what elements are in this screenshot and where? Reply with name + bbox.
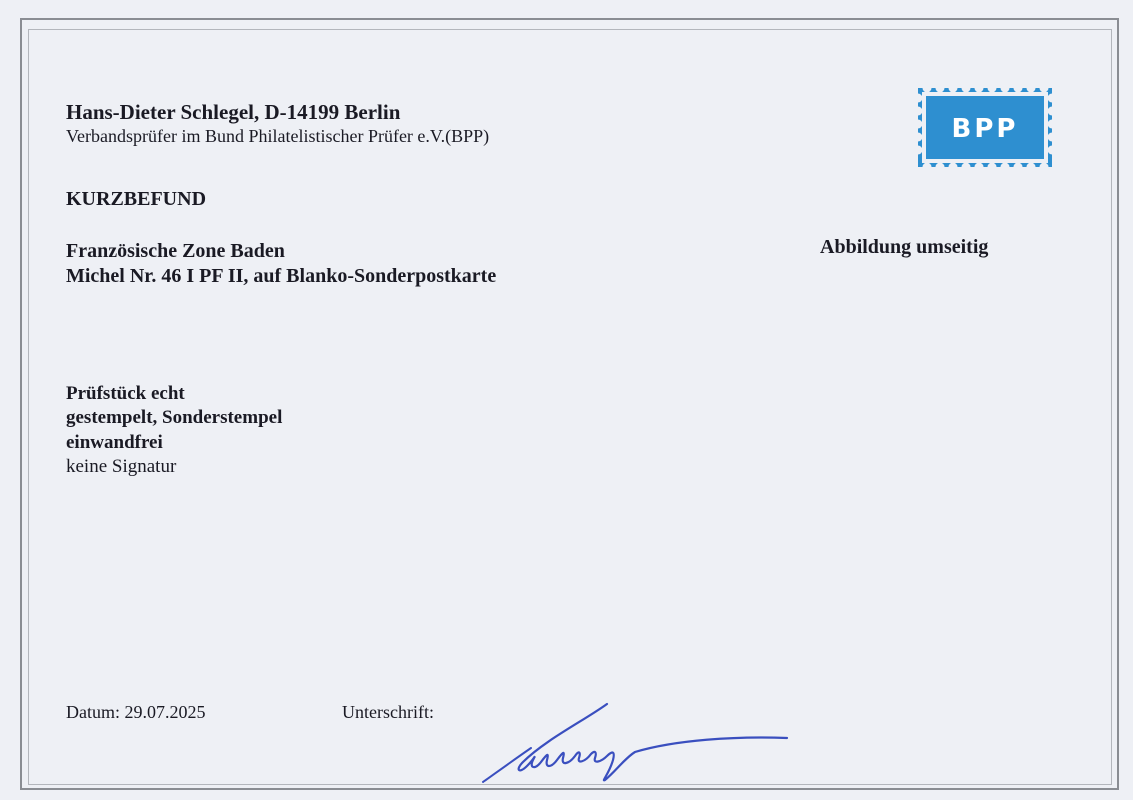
result-line: einwandfrei (66, 432, 163, 453)
document-title: KURZBEFUND (66, 188, 207, 210)
signature-label: Unterschrift: (342, 702, 434, 722)
item-area: Französische Zone Baden (66, 240, 285, 262)
result-line: Prüfstück echt (66, 383, 185, 404)
item-catalog: Michel Nr. 46 I PF II, auf Blanko-Sonderpostkarte (66, 265, 497, 287)
illustration-note: Abbildung umseitig (820, 236, 989, 258)
result-line: keine Signatur (66, 456, 177, 477)
examiner-name: Hans-Dieter Schlegel, D-14199 Berlin (66, 100, 401, 124)
bpp-logo (918, 88, 1052, 167)
handwritten-signature (475, 700, 795, 784)
examiner-affiliation: Verbandsprüfer im Bund Philatelistischer Prüfer e.V.(BPP) (66, 126, 490, 146)
bpp-logo-text: BPP (951, 114, 1019, 144)
result-line: gestempelt, Sonderstempel (66, 407, 283, 428)
date-label: Datum: 29.07.2025 (66, 702, 206, 722)
